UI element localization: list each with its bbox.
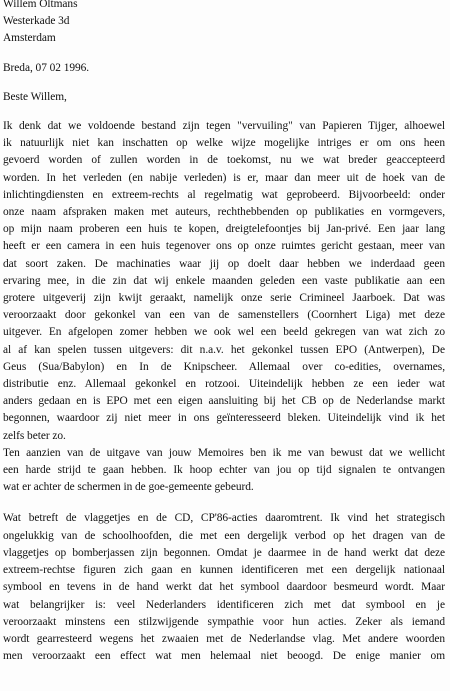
text-line: anders gedaan en is EPO met een eigen aansluiting bij het CB op de Nederlandse markt xyxy=(3,395,445,408)
text-line: extreem-rechtse figuren zich gaan en kunnen identificeren met een dergelijk nationaal xyxy=(3,564,445,577)
text-line: op mijn naam proberen een huis te kopen, dreigtelefoontjes bij Jan-privé. Een jaar lang xyxy=(3,223,445,236)
text-line: ongelukkig van de schoolhoofden, die met een dergelijk verbod op het dragen van de xyxy=(3,529,445,542)
text-line: veroorzaakt minstens een stilzwijgende sympathie voor hun acties. Zeker als iemand xyxy=(3,615,445,628)
text-line: onze naam afspraken maken met auteurs, rechthebbenden op publikaties en vormgevers, xyxy=(3,206,445,219)
text-line: gevoerd worden of zullen worden in de toekomst, nu we wat breder geaccepteerd xyxy=(3,154,445,167)
text-line: Ik denk dat we voldoende bestand zijn tegen "vervuiling" van Papieren Tijger, alhoewel xyxy=(3,120,445,133)
text-line: wat belangrijker is: veel Nederlanders identificeren zich met dat symbool en je xyxy=(3,598,445,611)
text-line: inlichtingdiensten en extreem-rechts al regelmatig wat geprobeerd. Bijvoorbeeld: onder xyxy=(3,188,445,201)
letter-body xyxy=(3,0,445,665)
text-line: symbool en tevens in de hand werkt dat het symbool daardoor besmeurd wordt. Maar xyxy=(3,581,445,594)
text-line: heeft er een camera in een huis tegenover ons op onze ruimtes gericht gestaan, meer van xyxy=(3,240,445,253)
text-line: begonnen, waardoor zij niet meer in ons geïnteresseerd bleken. Uiteindelijk vind ik het xyxy=(3,412,445,425)
paragraph-2 xyxy=(3,445,445,497)
text-line: ik natuurlijk niet kan inschatten op welke wijze mogelijke intriges er om ons heen xyxy=(3,137,445,150)
text-line: al af kan spelen tussen uitgevers: dit n.a.v. het gekonkel tussen EPO (Antwerpen), De xyxy=(3,343,445,356)
text-line: Ten aanzien van de uitgave van jouw Memoires ben ik me van bewust dat we wellicht xyxy=(3,446,445,459)
text-line: vlaggetjes op bomberjassen zijn begonnen. Omdat je daarmee in de hand werkt dat deze xyxy=(3,546,445,559)
text-line: grotere uitgeverij zijn kwijt geraakt, namelijk onze serie Crimineel Jaarboek. Dat was xyxy=(3,292,445,305)
text-line: zelfs beter zo. xyxy=(3,429,66,442)
text-line: distributie enz. Allemaal gekonkel en rotzooi. Uiteindelijk hebben ze een ieder wat xyxy=(3,378,445,391)
text-line: men veroorzaakt een effect wat men helemaal niet beoogd. De enige manier om xyxy=(3,650,445,663)
salutation: Beste Willem, xyxy=(3,90,67,103)
text-line: wordt gearresteerd wegens het zwaaien met de Nederlandse vlag. Met andere woorden xyxy=(3,632,445,645)
text-line: uitgever. En afgelopen zomer hebben we ook wel een beeld gekregen van wat zich zo xyxy=(3,326,445,339)
address-line-city: Amsterdam xyxy=(3,32,56,45)
text-line: Geus (Sua/Babylon) en In de Knipscheer. Allemaal over co-edities, overnames, xyxy=(3,360,445,373)
text-line: Wat betreft de vlaggetjes en de CD, CP'86-acties daaromtrent. Ik vind het strategisch xyxy=(3,512,445,525)
paragraph-3 xyxy=(3,510,445,665)
text-line: een harde strijd te gaan hebben. Ik hoop echter van jou op tijd signalen te ontvangen xyxy=(3,464,445,477)
text-line: wat er achter de schermen in de goe-gemeente gebeurd. xyxy=(3,481,254,494)
paragraph-1 xyxy=(3,118,445,445)
text-line: ervaring mee, in die zin dat wij enkele maanden geleden een vaste publikatie aan een xyxy=(3,274,445,287)
text-line: worden. In het verleden (en nabije verleden) is er, maar dan meer uit de hoek van de xyxy=(3,171,445,184)
text-line: veroorzaakt door gekonkel van een van de samenstellers (Coornhert Liga) met deze xyxy=(3,309,445,322)
address-line-name: Willem Oltmans xyxy=(3,0,78,10)
recipient-address xyxy=(3,0,445,48)
address-line-street: Westerkade 3d xyxy=(3,15,70,28)
text-line: dat soort zaken. De machinaties waar jij op doelt daar hebben we inderdaad geen xyxy=(3,257,445,270)
letter-date: Breda, 07 02 1996. xyxy=(3,61,90,74)
